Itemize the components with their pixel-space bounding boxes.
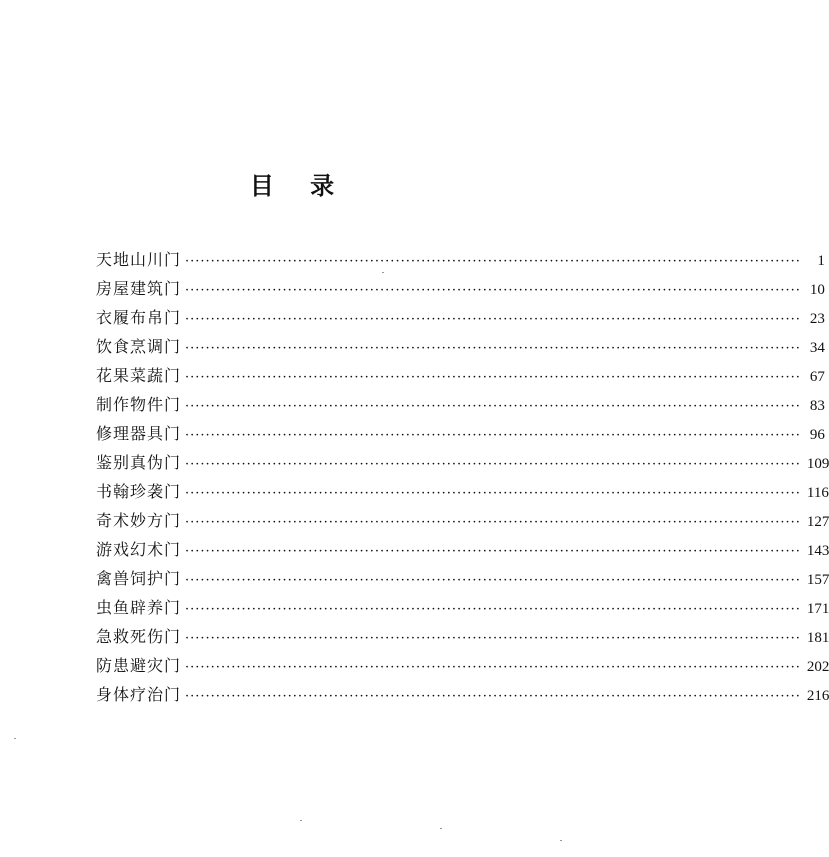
toc-entry [96, 332, 825, 361]
toc-entry [96, 651, 829, 680]
toc-entry-label: 制作物件门 [96, 395, 182, 414]
toc-entry-page: 202 [806, 659, 829, 675]
dot-leader: ························································································································ [185, 544, 801, 559]
toc-entry [96, 419, 825, 448]
page-title: 目 录 [249, 172, 349, 200]
toc-entry-label: 饮食烹调门 [96, 337, 182, 356]
toc-entry-label: 房屋建筑门 [96, 279, 182, 298]
toc-entry-page: 171 [806, 601, 829, 617]
toc-entry [96, 535, 829, 564]
toc-entry [96, 274, 825, 303]
dot-leader: ························································································································ [185, 341, 801, 356]
toc-entry [96, 390, 825, 419]
toc-entry-label: 禽兽饲护门 [96, 569, 182, 588]
table-of-contents [96, 245, 829, 709]
toc-entry-label: 书翰珍袭门 [96, 482, 182, 501]
toc-entry [96, 245, 825, 274]
dot-leader: ························································································································ [185, 602, 801, 617]
toc-entry-page: 143 [806, 543, 829, 559]
toc-entry-page: 67 [809, 369, 825, 385]
toc-entry-page: 181 [806, 630, 829, 646]
toc-entry-page: 1 [817, 253, 825, 269]
toc-entry-page: 10 [809, 282, 825, 298]
toc-entry-label: 奇术妙方门 [96, 511, 182, 530]
toc-entry [96, 680, 829, 709]
toc-entry [96, 361, 825, 390]
toc-entry [96, 303, 825, 332]
toc-entry-label: 急救死伤门 [96, 627, 182, 646]
dot-leader: ························································································································ [185, 486, 801, 501]
toc-entry-page: 34 [809, 340, 825, 356]
dot-leader: ························································································································ [185, 515, 801, 530]
toc-entry-page: 157 [806, 572, 829, 588]
toc-entry-label: 防患避灾门 [96, 656, 182, 675]
dot-leader: ························································································································ [185, 457, 801, 472]
toc-entry [96, 593, 829, 622]
dot-leader: ························································································································ [185, 631, 801, 646]
toc-entry-label: 衣履布帛门 [96, 308, 182, 327]
toc-entry-label: 虫鱼辟养门 [96, 598, 182, 617]
toc-entry-label: 修理器具门 [96, 424, 182, 443]
toc-entry-page: 96 [809, 427, 825, 443]
dot-leader: ························································································································ [185, 573, 801, 588]
toc-entry-page: 216 [806, 688, 829, 704]
toc-entry-page: 83 [809, 398, 825, 414]
dot-leader: ························································································································ [185, 283, 801, 298]
toc-entry-label: 身体疗治门 [96, 685, 182, 704]
toc-entry-page: 127 [806, 514, 829, 530]
toc-entry [96, 564, 829, 593]
dot-leader: ························································································································ [185, 428, 801, 443]
toc-entry-page: 109 [806, 456, 829, 472]
dot-leader: ························································································································ [185, 399, 801, 414]
dot-leader: ························································································································ [185, 312, 801, 327]
toc-entry-label: 鉴别真伪门 [96, 453, 182, 472]
toc-entry-page: 116 [806, 485, 829, 501]
toc-entry [96, 477, 829, 506]
toc-entry-label: 游戏幻术门 [96, 540, 182, 559]
dot-leader: ························································································································ [185, 660, 801, 675]
toc-entry [96, 622, 829, 651]
toc-entry-page: 23 [809, 311, 825, 327]
dot-leader: ························································································································ [185, 254, 801, 269]
dot-leader: ························································································································ [185, 370, 801, 385]
toc-entry-label: 花果菜蔬门 [96, 366, 182, 385]
dot-leader: ························································································································ [185, 689, 801, 704]
toc-entry [96, 506, 829, 535]
toc-entry-label: 天地山川门 [96, 250, 182, 269]
toc-entry [96, 448, 829, 477]
